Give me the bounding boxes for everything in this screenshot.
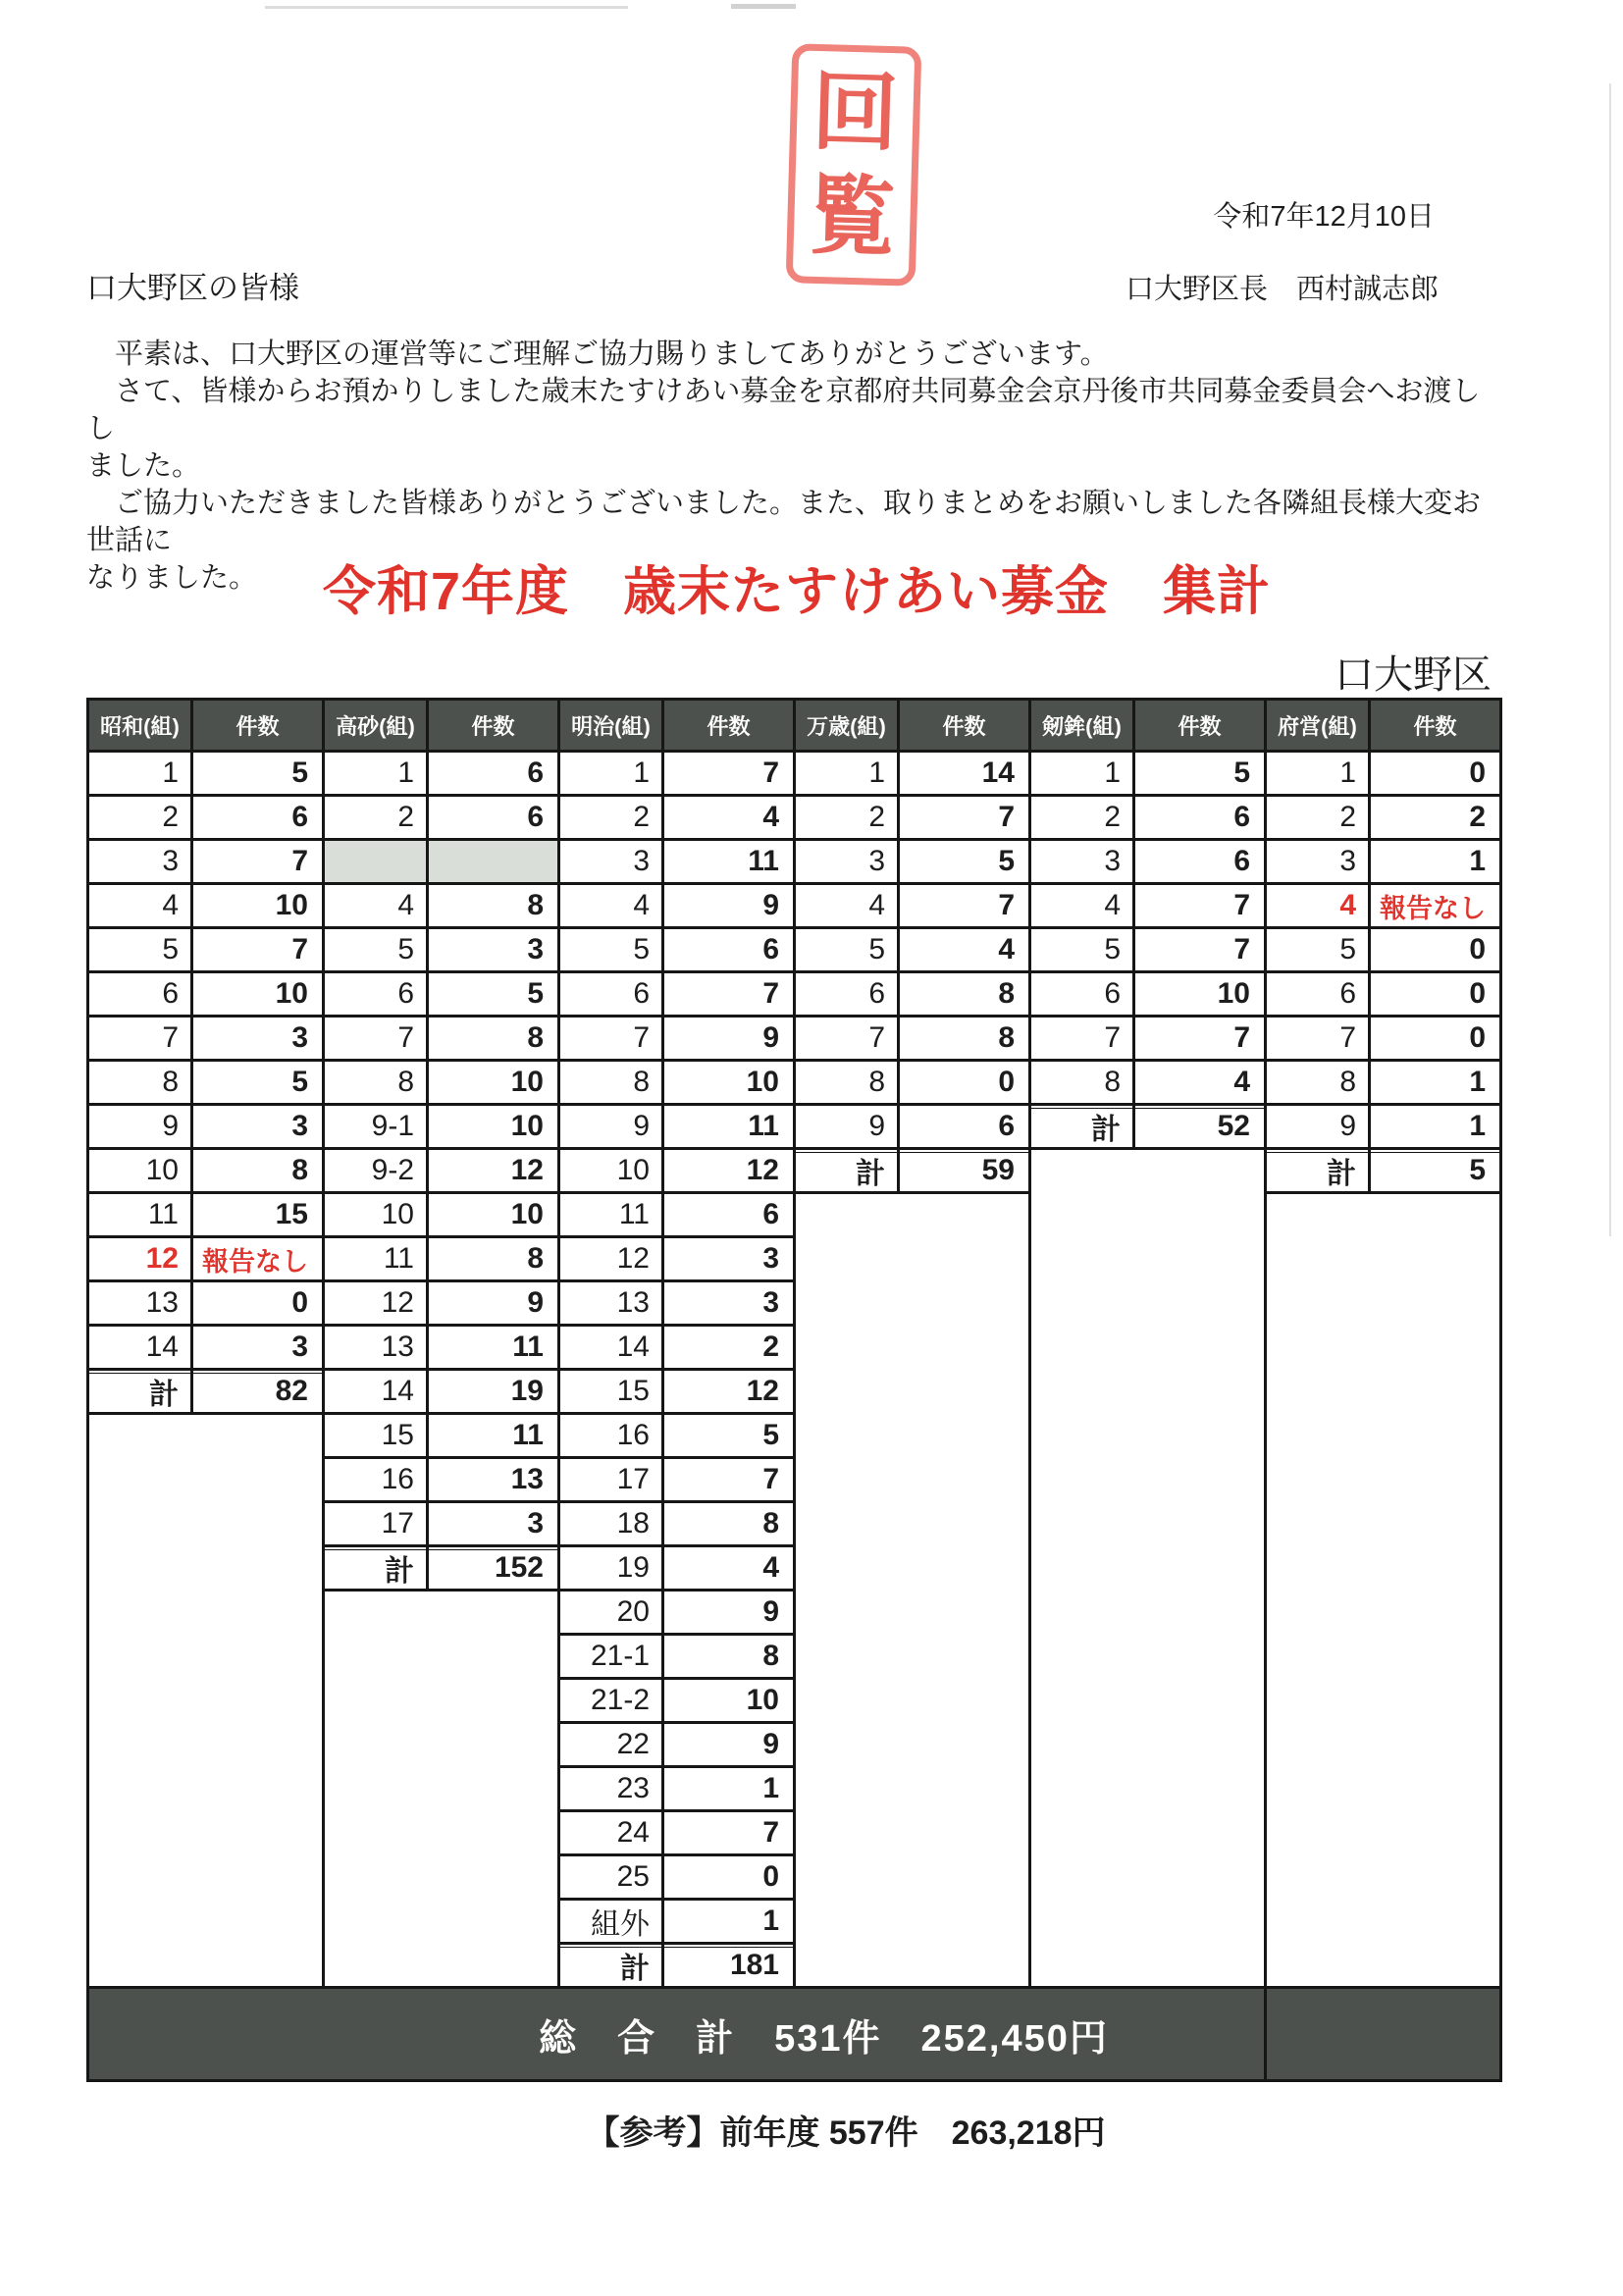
column-header-count: 件数 [1135, 701, 1264, 750]
group-cell: 計 [560, 1945, 661, 1986]
count-cell: 12 [664, 1371, 793, 1412]
column-header-group: 明治(組) [560, 701, 661, 750]
group-cell: 1 [1267, 753, 1368, 794]
column-header-count: 件数 [900, 701, 1028, 750]
count-cell: 7 [193, 841, 322, 882]
count-cell: 82 [193, 1371, 322, 1412]
group-cell: 1 [560, 753, 661, 794]
document-title: 令和7年度 歳末たすけあい募金 集計 [322, 562, 1272, 621]
group-cell: 16 [325, 1459, 426, 1500]
count-cell: 5 [1135, 753, 1264, 794]
body-line: なりました。 [86, 562, 258, 594]
count-cell: 5 [429, 973, 557, 1015]
group-cell: 9 [560, 1106, 661, 1147]
group-cell: 4 [796, 885, 897, 926]
count-cell: 3 [429, 1503, 557, 1544]
group-cell: 1 [1031, 753, 1132, 794]
count-cell: 8 [429, 1018, 557, 1059]
count-cell: 11 [429, 1415, 557, 1456]
group-cell: 18 [560, 1503, 661, 1544]
group-cell: 13 [325, 1327, 426, 1368]
group-cell: 計 [89, 1371, 190, 1412]
group-cell: 4 [1267, 885, 1368, 926]
stamp-char-top: 回 [811, 62, 900, 163]
group-cell: 12 [89, 1238, 190, 1279]
group-cell: 10 [89, 1150, 190, 1191]
count-cell: 15 [193, 1194, 322, 1235]
group-cell: 5 [796, 929, 897, 970]
group-cell: 3 [560, 841, 661, 882]
count-cell: 14 [900, 753, 1028, 794]
count-cell: 7 [664, 1812, 793, 1853]
scan-artifact-right-edge [1609, 83, 1611, 1236]
column-header-count: 件数 [193, 701, 322, 750]
count-cell: 8 [664, 1503, 793, 1544]
count-cell: 5 [193, 753, 322, 794]
group-cell: 21-2 [560, 1680, 661, 1721]
count-cell: 3 [193, 1327, 322, 1368]
body-line: ました。 [86, 450, 201, 482]
group-cell: 計 [1031, 1106, 1132, 1147]
count-cell: 2 [1371, 797, 1499, 838]
group-cell: 13 [89, 1282, 190, 1324]
group-cell: 5 [560, 929, 661, 970]
count-cell: 10 [429, 1194, 557, 1235]
group-cell: 2 [796, 797, 897, 838]
count-cell: 11 [664, 841, 793, 882]
district-label: 口大野区 [1335, 653, 1492, 697]
count-cell: 8 [664, 1636, 793, 1677]
count-cell: 7 [900, 797, 1028, 838]
count-cell: 6 [429, 797, 557, 838]
body-line: 平素は、口大野区の運営等にご理解ご協力賜りましてありがとうございます。 [86, 339, 1109, 370]
group-cell: 5 [1031, 929, 1132, 970]
group-cell: 7 [325, 1018, 426, 1059]
group-cell: 5 [1267, 929, 1368, 970]
group-cell: 9 [89, 1106, 190, 1147]
document-date: 令和7年12月10日 [1213, 201, 1435, 233]
count-cell: 10 [664, 1062, 793, 1103]
group-cell: 7 [560, 1018, 661, 1059]
group-cell: 25 [560, 1856, 661, 1898]
group-cell: 1 [325, 753, 426, 794]
empty-area [1031, 1150, 1264, 1986]
column-header-group: 剱鉾(組) [1031, 701, 1132, 750]
count-cell: 7 [193, 929, 322, 970]
group-cell: 2 [325, 797, 426, 838]
column-header-group: 高砂(組) [325, 701, 426, 750]
group-cell: 4 [560, 885, 661, 926]
count-cell: 1 [1371, 1106, 1499, 1147]
group-cell: 7 [796, 1018, 897, 1059]
addressee: 口大野区の皆様 [86, 271, 299, 305]
count-cell: 13 [429, 1459, 557, 1500]
group-cell: 7 [89, 1018, 190, 1059]
group-cell: 24 [560, 1812, 661, 1853]
count-cell: 6 [664, 1194, 793, 1235]
count-cell: 4 [664, 797, 793, 838]
group-cell: 14 [560, 1327, 661, 1368]
group-cell: 1 [89, 753, 190, 794]
group-cell: 3 [796, 841, 897, 882]
count-cell: 59 [900, 1150, 1028, 1191]
group-cell: 8 [796, 1062, 897, 1103]
group-cell: 9 [1267, 1106, 1368, 1147]
count-cell: 3 [664, 1238, 793, 1279]
group-cell: 5 [89, 929, 190, 970]
group-cell: 3 [89, 841, 190, 882]
group-cell: 10 [560, 1150, 661, 1191]
group-cell: 13 [560, 1282, 661, 1324]
column-header-count: 件数 [1371, 701, 1499, 750]
group-cell: 15 [560, 1371, 661, 1412]
column-header-count: 件数 [664, 701, 793, 750]
group-cell: 8 [89, 1062, 190, 1103]
group-cell: 19 [560, 1547, 661, 1589]
count-cell: 0 [1371, 1018, 1499, 1059]
group-cell: 12 [325, 1282, 426, 1324]
group-cell: 計 [796, 1150, 897, 1191]
count-cell: 1 [664, 1901, 793, 1942]
count-cell: 8 [900, 1018, 1028, 1059]
count-cell: 8 [900, 973, 1028, 1015]
group-cell: 21-1 [560, 1636, 661, 1677]
group-cell [325, 841, 426, 882]
count-cell: 報告なし [1371, 885, 1499, 926]
count-cell: 10 [429, 1106, 557, 1147]
count-cell: 8 [429, 885, 557, 926]
count-cell: 報告なし [193, 1238, 322, 1279]
count-cell: 4 [900, 929, 1028, 970]
count-cell: 8 [193, 1150, 322, 1191]
circulation-stamp [786, 43, 922, 287]
count-cell: 8 [429, 1238, 557, 1279]
count-cell [429, 841, 557, 882]
count-cell: 7 [664, 1459, 793, 1500]
count-cell: 1 [1371, 841, 1499, 882]
stamp-char-bottom: 覧 [808, 166, 897, 267]
empty-area [89, 1415, 322, 1986]
group-cell: 9-1 [325, 1106, 426, 1147]
empty-area [796, 1194, 1028, 1986]
body-line: ご協力いただきました皆様ありがとうございました。また、取りまとめをお願いしました各隣組長様大変お世話に [86, 488, 1482, 556]
group-cell: 計 [325, 1547, 426, 1589]
summary-table [86, 698, 1502, 2082]
count-cell: 11 [664, 1106, 793, 1147]
count-cell: 7 [664, 973, 793, 1015]
group-cell: 2 [1267, 797, 1368, 838]
count-cell: 52 [1135, 1106, 1264, 1147]
count-cell: 6 [1135, 841, 1264, 882]
count-cell: 5 [900, 841, 1028, 882]
group-cell: 3 [1267, 841, 1368, 882]
count-cell: 0 [664, 1856, 793, 1898]
group-cell: 6 [1031, 973, 1132, 1015]
column-header-group: 昭和(組) [89, 701, 190, 750]
count-cell: 9 [664, 1018, 793, 1059]
group-cell: 計 [1267, 1150, 1368, 1191]
group-cell: 5 [325, 929, 426, 970]
count-cell: 7 [664, 753, 793, 794]
group-cell: 14 [89, 1327, 190, 1368]
count-cell: 11 [429, 1327, 557, 1368]
count-cell: 7 [900, 885, 1028, 926]
group-cell: 4 [89, 885, 190, 926]
grand-total-cell: 総 合 計 531件 252,450円 [89, 1989, 1264, 2079]
count-cell: 0 [1371, 753, 1499, 794]
group-cell: 11 [89, 1194, 190, 1235]
count-cell: 4 [1135, 1062, 1264, 1103]
column-header-group: 府営(組) [1267, 701, 1368, 750]
group-cell: 6 [1267, 973, 1368, 1015]
count-cell: 7 [1135, 1018, 1264, 1059]
count-cell: 9 [429, 1282, 557, 1324]
grand-total-spacer [1267, 1989, 1499, 2079]
group-cell: 2 [89, 797, 190, 838]
count-cell: 3 [193, 1018, 322, 1059]
group-cell: 17 [560, 1459, 661, 1500]
count-cell: 10 [664, 1680, 793, 1721]
group-cell: 17 [325, 1503, 426, 1544]
count-cell: 1 [664, 1768, 793, 1809]
count-cell: 12 [429, 1150, 557, 1191]
count-cell: 10 [193, 885, 322, 926]
group-cell: 6 [89, 973, 190, 1015]
count-cell: 6 [193, 797, 322, 838]
count-cell: 10 [1135, 973, 1264, 1015]
group-cell: 20 [560, 1592, 661, 1633]
group-cell: 8 [1267, 1062, 1368, 1103]
count-cell: 5 [664, 1415, 793, 1456]
empty-area [1267, 1194, 1499, 1986]
group-cell: 7 [1267, 1018, 1368, 1059]
empty-area [325, 1592, 557, 1986]
group-cell: 10 [325, 1194, 426, 1235]
count-cell: 10 [193, 973, 322, 1015]
count-cell: 4 [664, 1547, 793, 1589]
group-cell: 8 [325, 1062, 426, 1103]
count-cell: 9 [664, 1724, 793, 1765]
count-cell: 7 [1135, 929, 1264, 970]
group-cell: 2 [560, 797, 661, 838]
count-cell: 0 [900, 1062, 1028, 1103]
group-cell: 3 [1031, 841, 1132, 882]
group-cell: 4 [325, 885, 426, 926]
count-cell: 5 [1371, 1150, 1499, 1191]
group-cell: 7 [1031, 1018, 1132, 1059]
count-cell: 3 [193, 1106, 322, 1147]
group-cell: 8 [1031, 1062, 1132, 1103]
sender: 口大野区長 西村誠志郎 [1125, 274, 1439, 305]
column-header-group: 万歳(組) [796, 701, 897, 750]
group-cell: 6 [560, 973, 661, 1015]
scan-artifact-top-2 [731, 4, 796, 9]
count-cell: 2 [664, 1327, 793, 1368]
reference-note: 【参考】前年度 557件 263,218円 [586, 2114, 1106, 2152]
count-cell: 9 [664, 885, 793, 926]
group-cell: 6 [325, 973, 426, 1015]
count-cell: 1 [1371, 1062, 1499, 1103]
group-cell: 15 [325, 1415, 426, 1456]
group-cell: 6 [796, 973, 897, 1015]
count-cell: 9 [664, 1592, 793, 1633]
count-cell: 0 [1371, 929, 1499, 970]
count-cell: 5 [193, 1062, 322, 1103]
group-cell: 11 [325, 1238, 426, 1279]
group-cell: 組外 [560, 1901, 661, 1942]
group-cell: 2 [1031, 797, 1132, 838]
count-cell: 152 [429, 1547, 557, 1589]
group-cell: 9-2 [325, 1150, 426, 1191]
group-cell: 23 [560, 1768, 661, 1809]
count-cell: 6 [1135, 797, 1264, 838]
group-cell: 16 [560, 1415, 661, 1456]
column-header-count: 件数 [429, 701, 557, 750]
scan-artifact-top [265, 6, 628, 9]
count-cell: 6 [664, 929, 793, 970]
group-cell: 12 [560, 1238, 661, 1279]
count-cell: 10 [429, 1062, 557, 1103]
group-cell: 22 [560, 1724, 661, 1765]
group-cell: 9 [796, 1106, 897, 1147]
count-cell: 6 [900, 1106, 1028, 1147]
group-cell: 14 [325, 1371, 426, 1412]
body-line: さて、皆様からお預かりしました歳末たすけあい募金を京都府共同募金会京丹後市共同募金委員会へお渡しし [86, 376, 1481, 444]
group-cell: 1 [796, 753, 897, 794]
group-cell: 4 [1031, 885, 1132, 926]
count-cell: 7 [1135, 885, 1264, 926]
count-cell: 12 [664, 1150, 793, 1191]
count-cell: 6 [429, 753, 557, 794]
count-cell: 19 [429, 1371, 557, 1412]
count-cell: 0 [193, 1282, 322, 1324]
group-cell: 11 [560, 1194, 661, 1235]
count-cell: 3 [429, 929, 557, 970]
group-cell: 8 [560, 1062, 661, 1103]
count-cell: 181 [664, 1945, 793, 1986]
count-cell: 0 [1371, 973, 1499, 1015]
count-cell: 3 [664, 1282, 793, 1324]
